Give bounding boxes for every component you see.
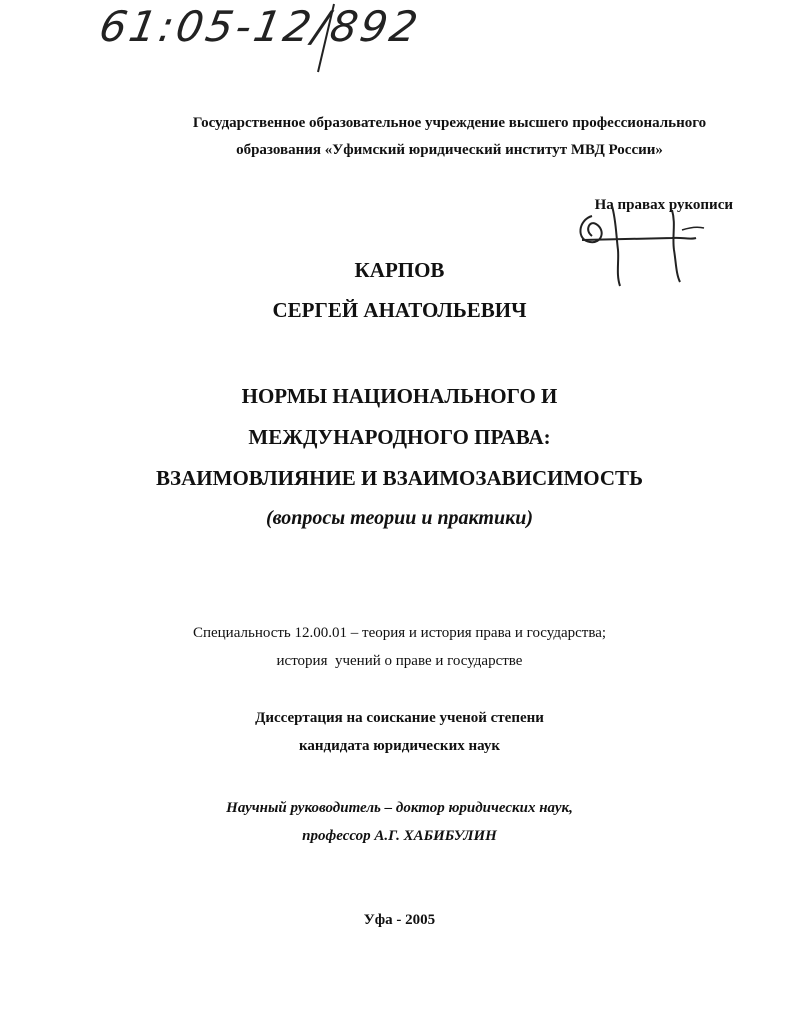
supervisor-line-2: профессор А.Г. ХАБИБУЛИН — [302, 828, 497, 844]
institution-line-1: Государственное образовательное учреждение высшего профессионального — [192, 115, 707, 131]
degree-block — [0, 704, 799, 760]
degree-line-1: Диссертация на соискание ученой степени — [255, 710, 544, 726]
archive-slash-stroke — [96, 0, 476, 78]
specialty-block — [0, 619, 799, 675]
author-given-names: СЕРГЕЙ АНАТОЛЬЕВИЧ — [272, 298, 527, 322]
supervisor-line-1: Научный руководитель – доктор юридических наук, — [226, 800, 573, 816]
archive-number — [96, 0, 476, 78]
archive-number-text: 61:05-12/892 — [95, 2, 425, 51]
title-line-3: ВЗАИМОВЛИЯНИЕ И ВЗАИМОЗАВИСИМОСТЬ — [156, 466, 643, 490]
title-line-1: НОРМЫ НАЦИОНАЛЬНОГО И — [241, 384, 558, 408]
dissertation-title — [0, 376, 799, 499]
title-line-2: МЕЖДУНАРОДНОГО ПРАВА: — [248, 425, 551, 449]
specialty-line-1: Специальность 12.00.01 – теория и история права и государства; — [192, 625, 607, 641]
dissertation-subtitle: (вопросы теории и практики) — [265, 507, 534, 529]
author-surname: КАРПОВ — [354, 258, 445, 282]
manuscript-rights: На правах рукописи — [594, 197, 733, 213]
degree-line-2: кандидата юридических наук — [299, 738, 500, 754]
specialty-line-2: история учений о праве и государстве — [276, 653, 523, 669]
institution-header — [0, 110, 799, 164]
supervisor-block — [0, 794, 799, 850]
city-year: Уфа - 2005 — [363, 912, 436, 928]
institution-line-2: образования «Уфимский юридический институт МВД России» — [236, 142, 663, 158]
